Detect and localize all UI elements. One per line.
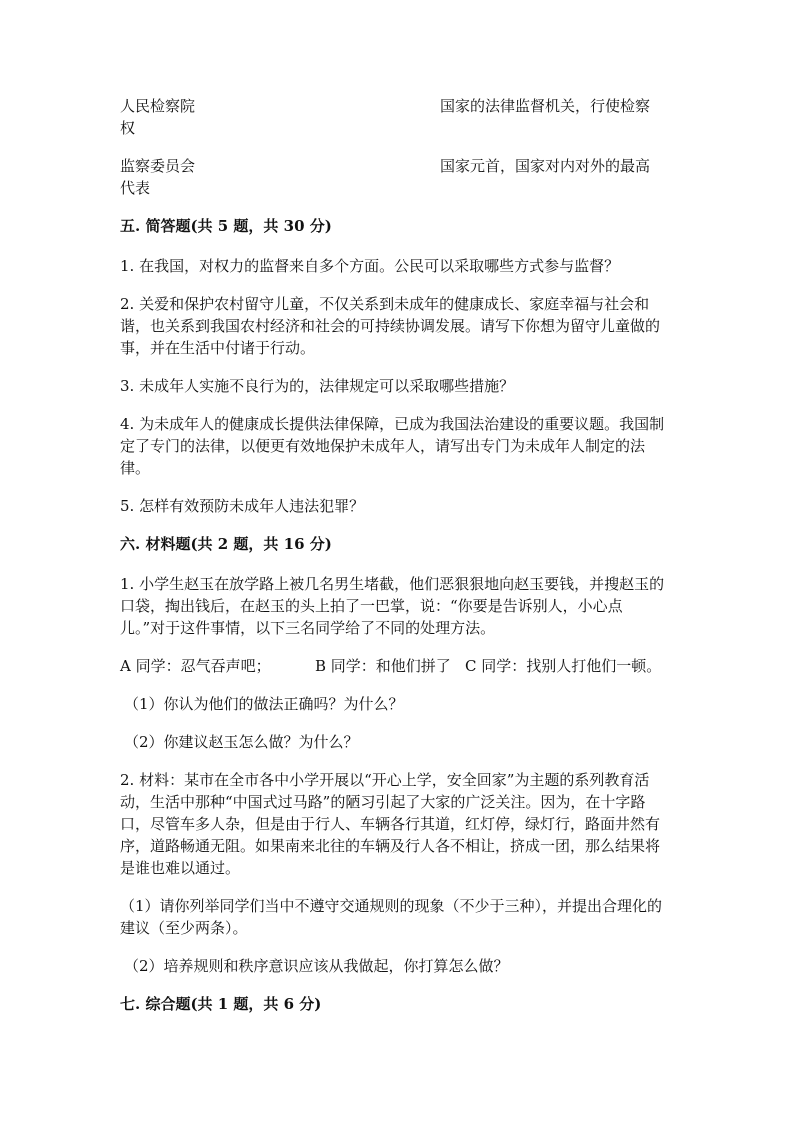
question-text: 4. 为未成年人的健康成长提供法律保障，已成为我国法治建设的重要议题。我国制定了专门的法律，以便更有效地保护未成年人，请写出专门为未成年人制定的法律。: [120, 415, 665, 477]
question-text: 2. 材料：某市在全市各中小学开展以“开心上学，安全回家”为主题的系列教育活动，生活中那种“中国式过马路”的陋习引起了大家的广泛关注。因为，在十字路口，尽管车多人杂，但是由于行人、车辆各行其道，红灯停，绿灯行，路面井然有序，道路畅通无阻。如果南来北往的车辆及行人各不相让，挤成一团，那么结果将是谁也难以通过。: [120, 771, 661, 877]
question-text: 5. 怎样有效预防未成年人违法犯罪？: [120, 497, 365, 515]
section-title-material: 六. 材料题(共 2 题，共 16 分): [120, 535, 332, 553]
question-text: 1. 小学生赵玉在放学路上被几名男生堵截，他们恶狠狠地向赵玉要钱，并搜赵玉的口袋，掏出钱后，在赵玉的头上拍了一巴掌，说：“你要是告诉别人，小心点儿。”对于这件事情，以下三名同学给了不同的处理方法。: [120, 575, 665, 637]
sub-question: （1）你认为他们的做法正确吗？为什么？: [124, 695, 404, 713]
option-a: A 同学：忍气吞声吧；: [120, 657, 271, 675]
option-c: C 同学：找别人打他们一顿。: [465, 657, 662, 675]
matching-left-item: 监察委员会: [120, 157, 196, 175]
document-page: [120, 95, 665, 1033]
sub-question: （2）你建议赵玉怎么做？为什么？: [124, 733, 359, 751]
matching-right-wrap: 代表: [120, 179, 151, 197]
matching-left-item: 人民检察院: [120, 97, 196, 115]
matching-right-item: 国家元首，国家对内对外的最高: [440, 157, 651, 175]
section-title-comprehensive: 七. 综合题(共 1 题，共 6 分): [120, 995, 322, 1013]
matching-right-item: 国家的法律监督机关，行使检察: [440, 97, 651, 115]
matching-row: [120, 95, 665, 139]
sub-question: （1）请你列举同学们当中不遵守交通规则的现象（不少于三种），并提出合理化的建议（至少两条）。: [120, 897, 663, 937]
question-text: 2. 关爱和保护农村留守儿童，不仅关系到未成年的健康成长、家庭幸福与社会和谐，也关系到我国农村经济和社会的可持续协调发展。请写下你想为留守儿童做的事，并在生活中付诸于行动。: [120, 295, 661, 357]
section-title-short-answer: 五. 简答题(共 5 题，共 30 分): [120, 217, 332, 235]
question-text: 1. 在我国，对权力的监督来自多个方面。公民可以采取哪些方式参与监督？: [120, 257, 620, 275]
option-b: B 同学：和他们拼了: [315, 657, 451, 675]
answer-options: [120, 655, 665, 677]
sub-question: （2）培养规则和秩序意识应该从我做起，你打算怎么做？: [124, 957, 509, 975]
matching-right-wrap: 权: [120, 119, 136, 137]
question-text: 3. 未成年人实施不良行为的，法律规定可以采取哪些措施？: [120, 377, 515, 395]
matching-row: [120, 155, 665, 199]
